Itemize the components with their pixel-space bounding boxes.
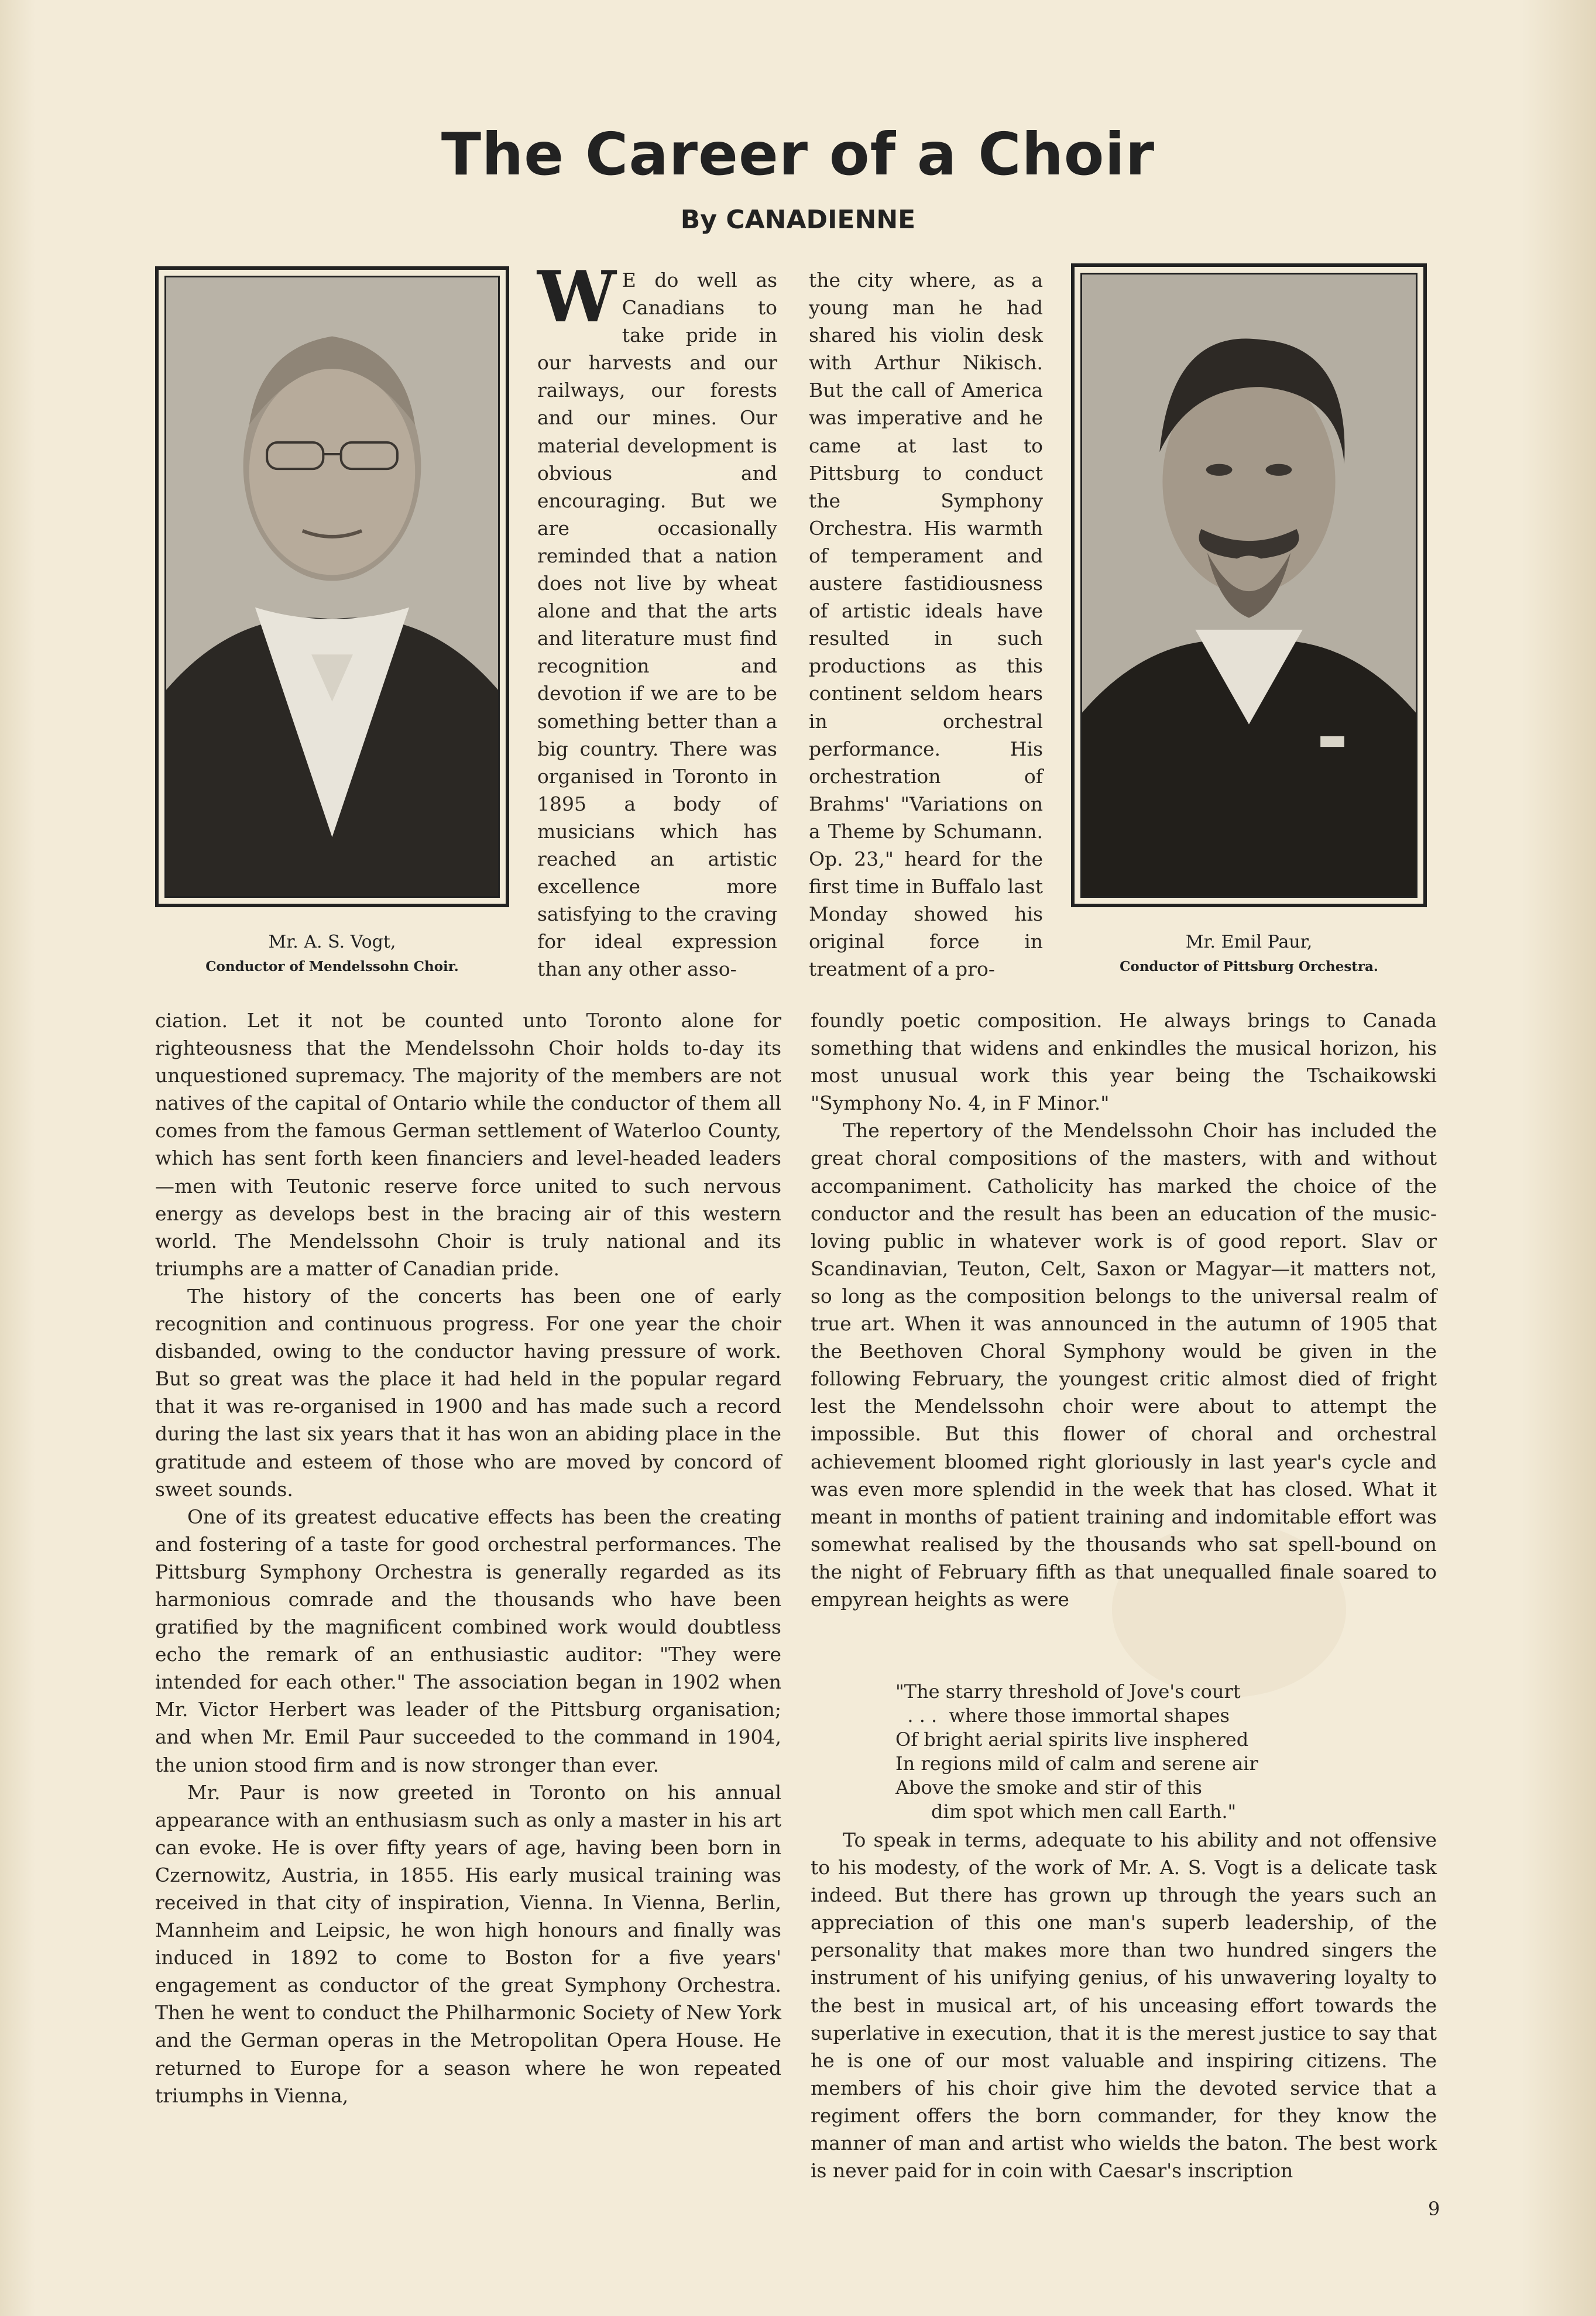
page-number: 9	[1428, 2198, 1440, 2220]
paragraph-intro	[537, 256, 777, 983]
poem-quote	[895, 1680, 1422, 1824]
article-title: The Career of a Choir	[441, 120, 1155, 188]
paragraph-paur-narrow: the city where, as a young man he had shared his violin desk with Arthur Nikisch. But the call of America was imperative and he came at last to Pittsburg to conduct the Symphony Orchestra. His warmth of temperament and austere fastidiousness of artistic ideals have resulted in such productions as this continent seldom hears in orchestral performance. His orchestration of Brahms' "Variations on a Theme by Schumann. Op. 23," heard for the first time in Buffalo last Monday showed his original force in treatment of a pro-	[809, 269, 1043, 981]
column-right	[811, 1007, 1437, 1613]
column-left	[155, 1007, 781, 2109]
paragraph-4: Mr. Paur is now greeted in Toronto on his annual appearance with an enthusiasm such as only a master in his art can evoke. He is over fifty years of age, having been born in Czernowitz, Austria, in 1855. His early musical training was received in that city of inspiration, Vienna. In Vienna, Berlin, Mannheim and Leipsic, he won high honours and finally was induced in 1892 to come to Boston for a five years' engagement as conductor of the great Symphony Orchestra. Then he went to conduct the Philharmonic Society of New York and the German operas in the Metropolitan Opera House. He returned to Europe for a season where he won repeated triumphs in Vienna,	[155, 1780, 781, 2107]
caption-vogt-role: Conductor of Mendelssohn Choir.	[205, 959, 459, 975]
paragraph-3: One of its greatest educative effects has been the creating and fostering of a taste for good orchestral performances. The Pittsburg Symphony Orchestra is generally regarded as its harmonious comrade and the thousands who have been gratified by the magnificent combined work would doubtless echo the remark of an enthusiastic auditor: "They were intended for each other." The association began in 1902 when Mr. Victor Herbert was leader of the Pittsburg organisation; and when Mr. Emil Paur succeeded to the command in 1904, the union stood firm and is now stronger than ever.	[155, 1505, 781, 1776]
portrait-paur	[1080, 273, 1417, 898]
caption-paur-role: Conductor of Pittsburg Orchestra.	[1120, 959, 1378, 975]
portrait-vogt	[164, 276, 500, 898]
column-right-bottom	[811, 1826, 1437, 2184]
paragraph-7: To speak in terms, adequate to his ability and not offensive to his modesty, of the work of Mr. A. S. Vogt is a delicate task indeed. But there has grown up through the years such an appreciation of this one man's superb leadership, of the personality that makes more than two hundred singers the instrument of his unifying genius, of his unwavering loyalty to the best in musical art, of his unceasing effort towards the superlative in execution, that it is the merest justice to say that he is one of our most valuable and inspiring citizens. The members of his choir give him the devoted service that a regiment offers the born commander, for they know the manner of man and artist who wields the baton. The best work is never paid for in coin with Caesar's inscription	[811, 1828, 1437, 2183]
poem-line: . . . where those immortal shapes	[895, 1704, 1230, 1727]
column-right-narrow	[809, 266, 1043, 983]
photo-vogt	[155, 266, 509, 907]
intro-text: E do well as Canadians to take pride in our harvests and our railways, our forests and our mines. Our material development is obvious and encouraging. But we are occasionally reminded that a nation does not live by wheat alone and that the arts and literature must find recognition and devotion if we are to be something better than a big country. There was organised in Toronto in 1895 a body of musicians which has reached an artistic excellence more satisfying to the craving for ideal expression than any other asso-	[537, 269, 777, 981]
portrait-vogt-drawing	[166, 277, 498, 896]
caption-vogt	[155, 929, 509, 979]
caption-paur-name: Mr. Emil Paur,	[1185, 932, 1313, 952]
caption-paur	[1071, 929, 1427, 979]
article-byline: By CANADIENNE	[680, 205, 916, 235]
column-middle	[537, 256, 777, 983]
dropcap: W	[537, 256, 616, 338]
photo-paur	[1071, 263, 1427, 907]
poem-line: "The starry threshold of Jove's court	[895, 1680, 1241, 1703]
portrait-paur-drawing	[1082, 275, 1416, 896]
poem-line: Of bright aerial spirits live insphered	[895, 1728, 1249, 1751]
poem-line: Above the smoke and stir of this	[895, 1776, 1202, 1799]
paragraph-5: foundly poetic composition. He always brings to Canada something that widens and enkindles the musical horizon, his most unusual work this year being the Tschaikowski "Symphony No. 4, in F Minor."	[811, 1009, 1437, 1115]
poem-line: dim spot which men call Earth."	[895, 1800, 1237, 1823]
paragraph-6: The repertory of the Mendelssohn Choir has included the great choral compositions of the masters, with and without accompaniment. Catholicity has marked the choice of the conductor and the result has been an education of the music-loving public in whatever work is of good report. Slav or Scandinavian, Teuton, Celt, Saxon or Magyar—it matters not, so long as the composition belongs to the universal realm of true art. When it was announced in the autumn of 1905 that the Beethoven Choral Symphony would be given in the following February, the youngest critic almost died of fright lest the Mendelssohn choir were about to attempt the impossible. But this flower of choral and orchestral achievement bloomed right gloriously in last year's cycle and was even more splendid in the week that has closed. What it meant in months of patient training and indomitable effort was somewhat realised by the thousands who sat spell-bound on the night of February fifth as that unequalled finale soared to empyrean heights as were	[811, 1119, 1437, 1611]
paragraph-1: ciation. Let it not be counted unto Toronto alone for righteousness that the Mendelssohn Choir holds to-day its unquestioned supremacy. The majority of the members are not natives of the capital of Ontario while the conductor of them all comes from the famous German settlement of Waterloo County, which has sent forth keen financiers and level-headed leaders—men with Teutonic reserve force united to such nervous energy as develops best in the bracing air of this western world. The Mendelssohn Choir is truly national and its triumphs are a matter of Canadian pride.	[155, 1009, 781, 1280]
caption-vogt-name: Mr. A. S. Vogt,	[268, 932, 396, 952]
poem-line: In regions mild of calm and serene air	[895, 1752, 1258, 1775]
paragraph-2: The history of the concerts has been one of early recognition and continuous progress. For one year the choir disbanded, owing to the conductor having pressure of work. But so great was the place it had held in the popular regard that it was re-organised in 1900 and has made such a record during the last six years that it has won an abiding place in the gratitude and esteem of those who are moved by concord of sweet sounds.	[155, 1284, 781, 1501]
